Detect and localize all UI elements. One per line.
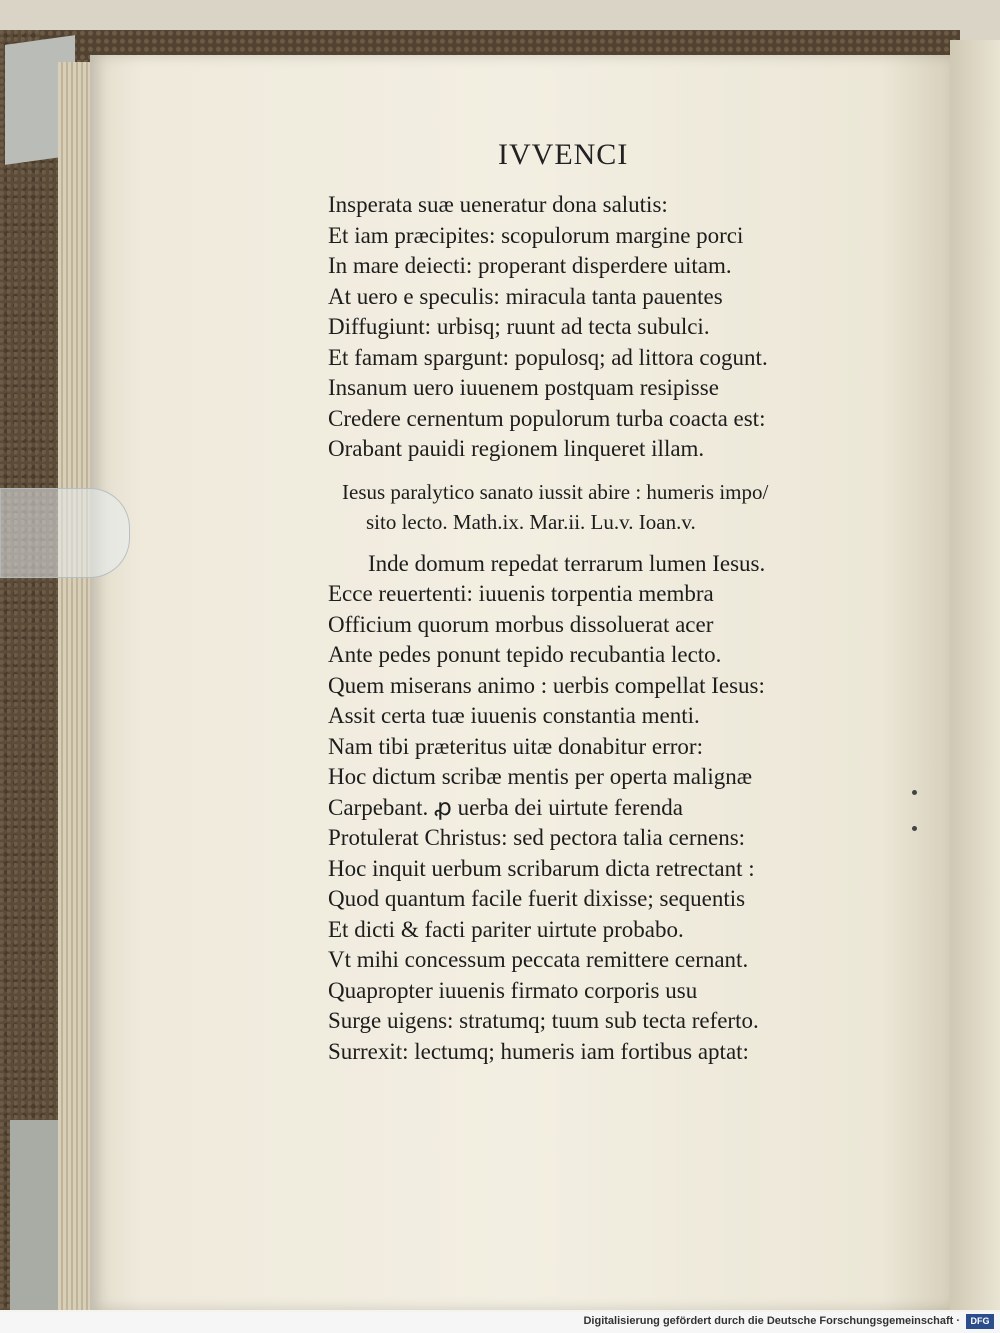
footer-credit: Digitalisierung gefördert durch die Deutsche Forschungsgemeinschaft ·: [583, 1315, 960, 1327]
verse-line: Quem miserans animo : uerbis compellat Iesus:: [328, 672, 765, 698]
page-clamp: [0, 488, 130, 578]
verse-line: Insanum uero iuuenem postquam resipisse: [328, 375, 719, 400]
verse-line: Insperata suæ ueneratur dona salutis:: [328, 192, 668, 217]
verse-line: Quapropter iuuenis firmato corporis usu: [328, 977, 698, 1003]
verse-block: [328, 190, 928, 1067]
footer-bar: [0, 1312, 1000, 1333]
verse-line: Vt mihi concessum peccata remittere cernant.: [328, 947, 749, 972]
margin-dot: [912, 790, 917, 795]
page-heading: IVVENCI: [498, 138, 629, 171]
verse-line: Protulerat Christus: sed pectora talia cernens:: [328, 825, 746, 850]
verse-line: Orabant pauidi regionem linqueret illam.: [328, 436, 705, 461]
rubric-line: Iesus paralytico sanato iussit abire : humeris impo/: [342, 479, 769, 504]
verse-line: Nam tibi præteritus uitæ donabitur error:: [328, 733, 703, 759]
dfg-logo: DFG: [966, 1314, 994, 1329]
facing-page: [950, 40, 1000, 1310]
verse-line: Carpebant. ꝓ uerba dei uirtute ferenda: [328, 794, 683, 820]
verse-line: Ante pedes ponunt tepido recubantia lecto.: [328, 642, 722, 667]
verse-line: Assit certa tuæ iuuenis constantia menti.: [328, 703, 700, 728]
verse-line: Quod quantum facile fuerit dixisse; sequentis: [328, 886, 746, 911]
verse-line: Surrexit: lectumq; humeris iam fortibus aptat:: [328, 1038, 749, 1064]
verse-line: In mare deiecti: properant disperdere uitam.: [328, 253, 732, 278]
verse-line: Inde domum repedat terrarum lumen Iesus.: [368, 550, 766, 576]
verse-line: Et iam præcipites: scopulorum margine porci: [328, 222, 744, 248]
rubric-line: sito lecto. Math.ix. Mar.ii. Lu.v. Ioan.v.: [366, 509, 696, 534]
verse-line: Hoc inquit uerbum scribarum dicta retrectant :: [328, 855, 755, 881]
verse-line: Ecce reuertenti: iuuenis torpentia membra: [328, 581, 714, 606]
verse-line: Credere cernentum populorum turba coacta est:: [328, 405, 766, 431]
verse-line: At uero e speculis: miracula tanta pauentes: [328, 283, 723, 309]
verse-line: Et famam spargunt: populosq; ad littora cogunt.: [328, 344, 768, 370]
verse-line: Hoc dictum scribæ mentis per operta malignæ: [328, 764, 753, 789]
verse-line: Surge uigens: stratumq; tuum sub tecta referto.: [328, 1008, 759, 1033]
verse-line: Et dicti & facti pariter uirtute probabo.: [328, 916, 684, 942]
verse-line: Diffugiunt: urbisq; ruunt ad tecta subulci.: [328, 314, 710, 339]
margin-dot: [912, 826, 917, 831]
verse-line: Officium quorum morbus dissoluerat acer: [328, 611, 714, 637]
